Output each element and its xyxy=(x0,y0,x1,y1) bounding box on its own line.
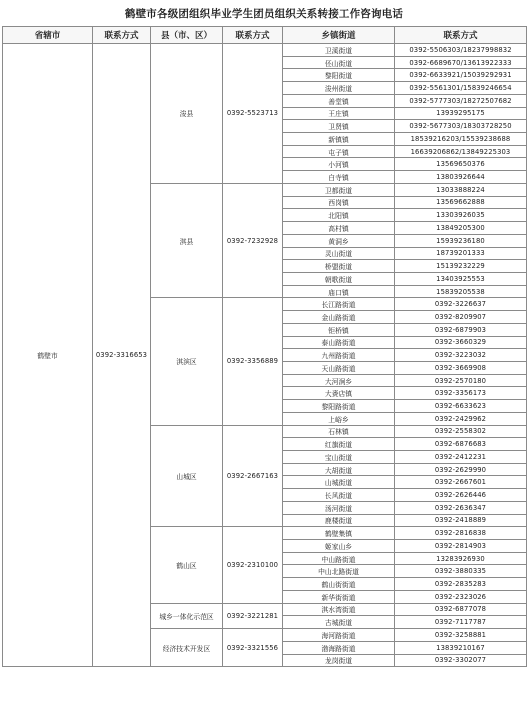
town-name-cell: 桥盟街道 xyxy=(283,260,395,273)
city-name-cell: 鹤壁市 xyxy=(3,44,93,667)
town-phone-cell: 0392-2323026 xyxy=(395,590,527,603)
town-name-cell: 黎阳路街道 xyxy=(283,400,395,413)
town-phone-cell: 0392-6879903 xyxy=(395,323,527,336)
town-name-cell: 古城街道 xyxy=(283,616,395,629)
town-phone-cell: 0392-2429962 xyxy=(395,412,527,425)
town-name-cell: 中山路街道 xyxy=(283,552,395,565)
town-phone-cell: 13839210167 xyxy=(395,641,527,654)
town-phone-cell: 13283926930 xyxy=(395,552,527,565)
town-name-cell: 上峪乡 xyxy=(283,412,395,425)
town-phone-cell: 0392-2667601 xyxy=(395,476,527,489)
town-phone-cell: 0392-3356173 xyxy=(395,387,527,400)
county-phone-cell: 0392-2667163 xyxy=(223,425,283,527)
town-phone-cell: 15839205538 xyxy=(395,285,527,298)
town-name-cell: 西岗镇 xyxy=(283,196,395,209)
town-phone-cell: 0392-2570180 xyxy=(395,374,527,387)
town-name-cell: 天山路街道 xyxy=(283,361,395,374)
header-province-city: 省辖市 xyxy=(3,27,93,44)
town-phone-cell: 0392-3302077 xyxy=(395,654,527,667)
town-name-cell: 姬家山乡 xyxy=(283,540,395,553)
town-phone-cell: 0392-2626446 xyxy=(395,489,527,502)
town-phone-cell: 0392-6876683 xyxy=(395,438,527,451)
town-phone-cell: 0392-3258881 xyxy=(395,629,527,642)
town-name-cell: 汤河街道 xyxy=(283,501,395,514)
town-name-cell: 红旗街道 xyxy=(283,438,395,451)
town-phone-cell: 0392-2412231 xyxy=(395,451,527,464)
town-phone-cell: 13569662888 xyxy=(395,196,527,209)
town-name-cell: 卫都街道 xyxy=(283,183,395,196)
county-name-cell: 山城区 xyxy=(151,425,223,527)
town-phone-cell: 0392-7117787 xyxy=(395,616,527,629)
header-city-phone: 联系方式 xyxy=(93,27,151,44)
town-name-cell: 长风街道 xyxy=(283,489,395,502)
town-phone-cell: 0392-5561301/15839246654 xyxy=(395,82,527,95)
county-name-cell: 淇滨区 xyxy=(151,298,223,425)
town-name-cell: 王庄镇 xyxy=(283,107,395,120)
town-name-cell: 石林镇 xyxy=(283,425,395,438)
town-phone-cell: 0392-5777303/18272507682 xyxy=(395,94,527,107)
town-name-cell: 山城街道 xyxy=(283,476,395,489)
town-name-cell: 灵山街道 xyxy=(283,247,395,260)
town-name-cell: 屯子镇 xyxy=(283,145,395,158)
town-phone-cell: 13403925553 xyxy=(395,272,527,285)
town-phone-cell: 0392-2636347 xyxy=(395,501,527,514)
county-phone-cell: 0392-3321556 xyxy=(223,629,283,667)
town-phone-cell: 0392-5506303/18237998832 xyxy=(395,44,527,57)
town-phone-cell: 0392-3223032 xyxy=(395,349,527,362)
town-name-cell: 大河涧乡 xyxy=(283,374,395,387)
town-name-cell: 宝山街道 xyxy=(283,451,395,464)
county-phone-cell: 0392-7232928 xyxy=(223,183,283,297)
table-body xyxy=(3,44,527,667)
town-phone-cell: 15139232229 xyxy=(395,260,527,273)
header-row xyxy=(3,27,527,44)
town-name-cell: 鹿楼街道 xyxy=(283,514,395,527)
town-phone-cell: 13939295175 xyxy=(395,107,527,120)
town-phone-cell: 13849205300 xyxy=(395,222,527,235)
town-name-cell: 大赉店镇 xyxy=(283,387,395,400)
town-name-cell: 黄洞乡 xyxy=(283,234,395,247)
town-phone-cell: 0392-6689670/13613922333 xyxy=(395,56,527,69)
town-name-cell: 朝歌街道 xyxy=(283,272,395,285)
town-phone-cell: 0392-2814903 xyxy=(395,540,527,553)
town-phone-cell: 13569650376 xyxy=(395,158,527,171)
town-name-cell: 白寺镇 xyxy=(283,171,395,184)
town-phone-cell: 0392-2629990 xyxy=(395,463,527,476)
county-name-cell: 淇县 xyxy=(151,183,223,297)
town-phone-cell: 0392-3660329 xyxy=(395,336,527,349)
county-phone-cell: 0392-3221281 xyxy=(223,603,283,628)
town-name-cell: 金山路街道 xyxy=(283,311,395,324)
town-phone-cell: 15939236180 xyxy=(395,234,527,247)
town-name-cell: 钜桥镇 xyxy=(283,323,395,336)
town-name-cell: 长江路街道 xyxy=(283,298,395,311)
town-phone-cell: 0392-6877078 xyxy=(395,603,527,616)
town-phone-cell: 0392-2816838 xyxy=(395,527,527,540)
town-name-cell: 龙岗街道 xyxy=(283,654,395,667)
town-name-cell: 卫贤镇 xyxy=(283,120,395,133)
town-name-cell: 鹤壁集镇 xyxy=(283,527,395,540)
county-name-cell: 经济技术开发区 xyxy=(151,629,223,667)
town-name-cell: 浚州街道 xyxy=(283,82,395,95)
county-name-cell: 鹤山区 xyxy=(151,527,223,603)
town-phone-cell: 0392-3669908 xyxy=(395,361,527,374)
town-name-cell: 淇水湾街道 xyxy=(283,603,395,616)
town-name-cell: 大胡街道 xyxy=(283,463,395,476)
town-name-cell: 新镇镇 xyxy=(283,133,395,146)
contact-table xyxy=(2,26,527,667)
town-name-cell: 北阳镇 xyxy=(283,209,395,222)
town-name-cell: 中山北路街道 xyxy=(283,565,395,578)
town-name-cell: 高村镇 xyxy=(283,222,395,235)
town-phone-cell: 18739201333 xyxy=(395,247,527,260)
town-name-cell: 庙口镇 xyxy=(283,285,395,298)
town-phone-cell: 13303926035 xyxy=(395,209,527,222)
town-phone-cell: 0392-3226637 xyxy=(395,298,527,311)
town-name-cell: 鹤山街街道 xyxy=(283,578,395,591)
town-phone-cell: 18539216203/15539238688 xyxy=(395,133,527,146)
header-town-phone: 联系方式 xyxy=(395,27,527,44)
town-phone-cell: 0392-2835283 xyxy=(395,578,527,591)
town-phone-cell: 0392-6633623 xyxy=(395,400,527,413)
town-phone-cell: 13803926644 xyxy=(395,171,527,184)
town-name-cell: 善堂镇 xyxy=(283,94,395,107)
county-name-cell: 浚县 xyxy=(151,44,223,184)
county-name-cell: 城乡一体化示范区 xyxy=(151,603,223,628)
town-name-cell: 小河镇 xyxy=(283,158,395,171)
city-phone-cell: 0392-3316653 xyxy=(93,44,151,667)
header-town: 乡镇街道 xyxy=(283,27,395,44)
document-title: 鹤壁市各级团组织毕业学生团员组织关系转接工作咨询电话 xyxy=(124,8,404,20)
town-phone-cell: 0392-2558302 xyxy=(395,425,527,438)
town-phone-cell: 0392-6633921/15039292931 xyxy=(395,69,527,82)
header-county: 县（市、区） xyxy=(151,27,223,44)
county-phone-cell: 0392-5523713 xyxy=(223,44,283,184)
town-name-cell: 九州路街道 xyxy=(283,349,395,362)
town-name-cell: 伾山街道 xyxy=(283,56,395,69)
county-phone-cell: 0392-2310100 xyxy=(223,527,283,603)
town-phone-cell: 0392-5677303/18303728250 xyxy=(395,120,527,133)
table-row xyxy=(3,44,527,57)
town-phone-cell: 13033888224 xyxy=(395,183,527,196)
town-phone-cell: 0392-3880335 xyxy=(395,565,527,578)
town-name-cell: 卫溪街道 xyxy=(283,44,395,57)
town-phone-cell: 0392-2418889 xyxy=(395,514,527,527)
town-phone-cell: 16639206862/13849225303 xyxy=(395,145,527,158)
header-county-phone: 联系方式 xyxy=(223,27,283,44)
town-phone-cell: 0392-8209907 xyxy=(395,311,527,324)
county-phone-cell: 0392-3356889 xyxy=(223,298,283,425)
town-name-cell: 泰山路街道 xyxy=(283,336,395,349)
town-name-cell: 黎阳街道 xyxy=(283,69,395,82)
town-name-cell: 新华街街道 xyxy=(283,590,395,603)
town-name-cell: 海河路街道 xyxy=(283,629,395,642)
town-name-cell: 渤海路街道 xyxy=(283,641,395,654)
